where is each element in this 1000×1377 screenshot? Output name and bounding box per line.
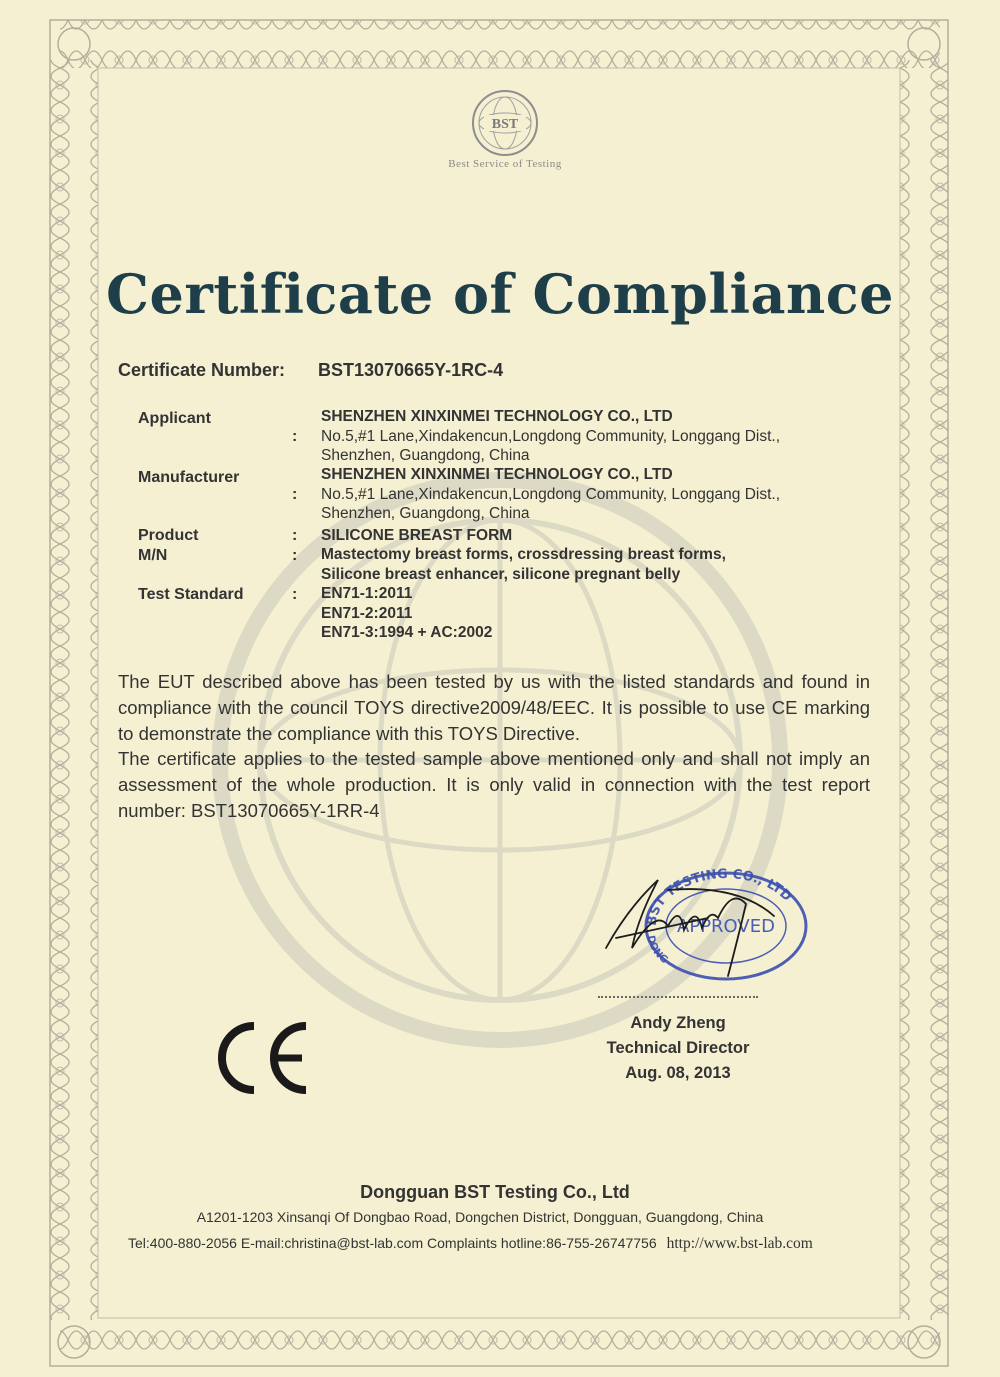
bst-logo-icon <box>470 88 540 158</box>
applicant-name: SHENZHEN XINXINMEI TECHNOLOGY CO., LTD <box>321 408 673 425</box>
manufacturer-name: SHENZHEN XINXINMEI TECHNOLOGY CO., LTD <box>321 466 673 483</box>
svg-text:DONG: DONG <box>644 934 670 967</box>
applicant-colon: : <box>292 428 298 445</box>
product-colon: : <box>292 527 298 544</box>
certificate-number-value: BST13070665Y-1RC-4 <box>318 360 504 380</box>
footer-contact <box>128 1235 813 1253</box>
test-standard-item: EN71-3:1994 + AC:2002 <box>321 624 493 641</box>
signatory-title: Technical Director <box>606 1039 750 1057</box>
test-standard-item: EN71-2:2011 <box>321 604 413 622</box>
manufacturer-colon: : <box>292 486 298 503</box>
certificate-title: Certificate of Compliance <box>106 262 894 326</box>
footer-contact-details: Tel:400-880-2056 E-mail:christina@bst-lab.com Complaints hotline:86-755-26747756 <box>128 1235 657 1251</box>
test-standard-label: Test Standard <box>138 586 244 603</box>
applicant-value <box>321 407 780 466</box>
signature-line <box>598 996 758 998</box>
manufacturer-address-line2: Shenzhen, Guangdong, China <box>321 505 530 522</box>
test-standard-colon: : <box>292 586 298 603</box>
ce-mark-icon <box>210 1018 310 1098</box>
manufacturer-label: Manufacturer <box>138 469 240 486</box>
signatory-date: Aug. 08, 2013 <box>625 1064 731 1082</box>
certificate-number-row <box>118 360 503 381</box>
test-standard-item: EN71-1:2011 <box>321 585 413 602</box>
compliance-statement <box>118 669 870 824</box>
mn-line2: Silicone breast enhancer, silicone pregnant belly <box>321 565 681 583</box>
mn-value <box>321 545 726 584</box>
manufacturer-value <box>321 465 780 524</box>
mn-line1: Mastectomy breast forms, crossdressing breast forms, <box>321 546 726 563</box>
footer-company: Dongguan BST Testing Co., Ltd <box>360 1182 630 1202</box>
footer-address: A1201-1203 Xinsanqi Of Dongbao Road, Dongchen District, Dongguan, Guangdong, China <box>196 1209 764 1225</box>
applicant-address-line2: Shenzhen, Guangdong, China <box>321 447 530 464</box>
manufacturer-address-line1: No.5,#1 Lane,Xindakencun,Longdong Community, Longgang Dist., <box>321 485 780 503</box>
svg-text:BST: BST <box>491 117 519 132</box>
certificate-number-label: Certificate Number: <box>118 360 286 380</box>
test-standard-list <box>321 584 492 643</box>
signatory-name: Andy Zheng <box>630 1014 726 1032</box>
mn-colon: : <box>292 547 298 564</box>
svg-text:APPROVED: APPROVED <box>677 916 775 937</box>
product-label: Product <box>138 527 199 544</box>
product-value: SILICONE BREAST FORM <box>321 527 513 544</box>
signatory-block <box>568 1011 788 1086</box>
footer-website: http://www.bst-lab.com <box>666 1235 813 1252</box>
approval-stamp-and-signature <box>598 868 818 983</box>
applicant-label: Applicant <box>138 410 211 427</box>
svg-text:BST TESTING CO., LTD: BST TESTING CO., LTD <box>644 868 795 927</box>
mn-label: M/N <box>138 547 168 564</box>
logo-tagline: Best Service of Testing <box>448 158 562 170</box>
compliance-paragraph-2: The certificate applies to the tested sample above mentioned only and shall not imply an assessment of the whole production. It is only valid in connection with the test report number: BST13070665Y-1RR-4 <box>118 748 870 821</box>
applicant-address-line1: No.5,#1 Lane,Xindakencun,Longdong Community, Longgang Dist., <box>321 427 780 445</box>
compliance-paragraph-1: The EUT described above has been tested by us with the listed standards and found in compliance with the council TOYS directive2009/48/EEC. It is possible to use CE marking to demonstrate the compliance with this TOYS Directive. <box>118 671 870 744</box>
